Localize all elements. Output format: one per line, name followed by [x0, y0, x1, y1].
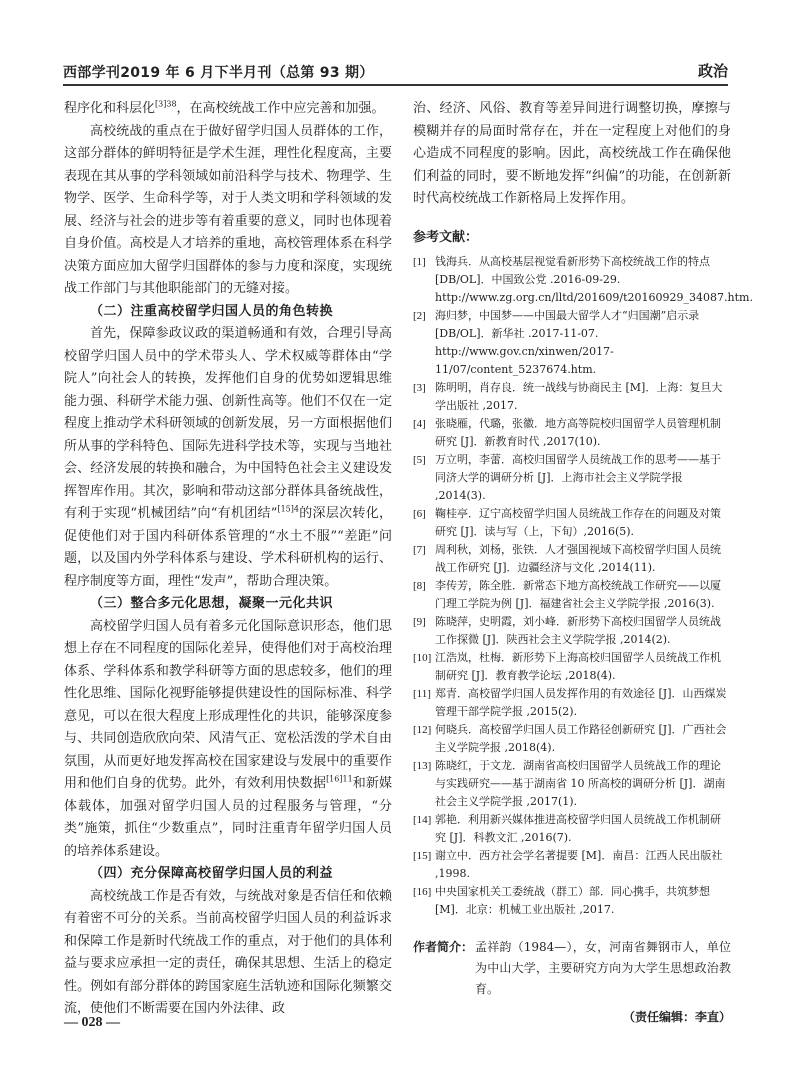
reference-text: 郭艳．利用新兴媒体推进高校留学归国人员统战工作机制研究 [J]．科教文汇 ,2016(7). [435, 813, 721, 844]
paragraph: 首先，保障参政议政的渠道畅通和有效，合理引导高校留学归国人员中的学术带头人、学术权威等群体由“学院人”向社会人的转换，发挥他们自身的优势如逻辑思维能力强、科研学术能力强、创新性高等。他们不仅在一定程度上推动学术科研领域的创新发展，另一方面根据他们所从事的学科特色、国际先进科学技术等，实现与当地社会、经济发展的转换和融合，为中国特色社会主义建设发挥智库作用。其次，影响和带动这部分群体具备统战性，有利于实现“机械团结”向“有机团结”$^{[15]4}$的深层次转化，促使他们对于国内科研体系管理的“水土不服”“差距”问题，以及国内外学科体系与建设、学术科研机构的运行、程序制度等方面，理性“发声”，帮助合理决策。 [64, 326, 392, 589]
reference-text: 张晓雁，代璐，张徽．地方高等院校归国留学人员管理机制研究 [J]．新教育时代 ,2017(10). [435, 417, 721, 448]
section-heading: （二）注重高校留学归国人员的角色转换 [90, 303, 334, 319]
reference-text: 钱海兵．从高校基层视觉看新形势下高校统战工作的特点 [DB/OL]．中国致公党 .2016-09-29. http://www.zg.org.cn/lltd/201609/t20160929_34087.htm. [435, 255, 753, 304]
reference-number: [4] [413, 418, 426, 430]
citation: [16]11 [326, 774, 353, 784]
journal-title: 西部学刊2019 年 6 月下半月刊（总第 93 期） [63, 65, 374, 81]
reference-number: [5] [413, 454, 426, 466]
reference-item [413, 415, 731, 451]
reference-item [413, 883, 731, 919]
reference-number: [2] [413, 310, 426, 322]
reference-number: [3] [413, 382, 426, 394]
reference-text: 周利秋，刘杨，张铁．人才强国视域下高校留学归国人员统战工作研究 [J]．边疆经济与文化 ,2014(11). [435, 543, 721, 574]
reference-text: 陈晓萍，史明霞，刘小峰．新形势下高校归国留学人员统战工作探微 [J]．陕西社会主义学院学报 ,2014(2). [435, 615, 721, 646]
right-column [413, 98, 753, 1029]
reference-number: [10] [413, 652, 432, 664]
reference-text: 郑青．高校留学归国人员发挥作用的有效途径 [J]．山西煤炭管理干部学院学报 ,2015(2). [435, 687, 727, 718]
reference-item [413, 847, 731, 883]
paragraph: 高校统战工作是否有效，与统战对象是否信任和依赖有着密不可分的关系。当前高校留学归国人员的利益诉求和保障工作是新时代统战工作的重点，对于他们的具体利益与要求应承担一定的责任，确保其思想、生活上的稳定性。例如有部分群体的跨国家庭生活轨迹和国际化频繁交流，使他们不断需要在国内外法律、政 [64, 888, 392, 1016]
reference-text: 鞠桂亭．辽宁高校留学归国人员统战工作存在的问题及对策研究 [J]．读与写（上，下旬）,2016(5). [435, 507, 721, 538]
reference-item [413, 541, 731, 577]
reference-number: [15] [413, 850, 432, 862]
references-title: 参考文献： [413, 229, 479, 245]
reference-item [413, 811, 731, 847]
author-bio [413, 937, 731, 1000]
references-list [413, 253, 753, 919]
reference-text: 万立明，李蕾．高校归国留学人员统战工作的思考——基于同济大学的调研分析 [J]．上海市社会主义学院学报 ,2014(3). [435, 453, 721, 502]
reference-item [413, 451, 731, 505]
page-number: — 028 — [64, 1015, 120, 1030]
reference-item [413, 757, 731, 811]
author-text: 孟祥韵（1984—），女，河南省舞钢市人，单位为中山大学，主要研究方向为大学生思想政治教育。 [475, 940, 731, 996]
paragraph: 治、经济、风俗、教育等差异间进行调整切换，摩擦与模糊并存的局面时常存在，并在一定程度上对他们的身心造成不同程度的影响。因此，高校统战工作在确保他们利益的同时，要不断地发挥“纠偏”的功能，在创新新时代高校统战工作新格局上发挥作用。 [413, 101, 731, 206]
paragraph: 高校统战的重点在于做好留学归国人员群体的工作，这部分群体的鲜明特征是学术生涯，理性化程度高，主要表现在其从事的学科领域如前沿科学与技术、物理学、生物学、医学、生命科学等，对于人类文明和学科领域的发展、经济与社会的进步等有着重要的意义，同时也体现着自身价值。高校是人才培养的重地，高校管理体系在科学决策方面应加大留学归国群体的参与力度和深度，实现统战工作部门与其他职能部门的无缝对接。 [64, 123, 392, 296]
reference-item [413, 613, 731, 649]
author-label: 作者简介： [413, 940, 474, 954]
reference-item [413, 505, 731, 541]
running-header [63, 58, 728, 86]
reference-text: 中央国家机关工委统战（群工）部．同心携手，共筑梦想 [M]．北京：机械工业出版社 ,2017. [435, 885, 710, 916]
reference-item [413, 577, 731, 613]
section-heading: （三）整合多元化思想，凝聚一元化共识 [90, 596, 334, 611]
reference-number: [8] [413, 580, 426, 592]
citation: [3]38 [155, 99, 177, 109]
editor-credit: （责任编辑：李直） [622, 1010, 731, 1024]
reference-text: 陈明明，肖存良．统一战线与协商民主 [M]．上海：复旦大学出版社 ,2017. [435, 381, 723, 412]
reference-number: [14] [413, 814, 432, 826]
reference-number: [11] [413, 688, 431, 700]
reference-text: 何晓兵．高校留学归国人员工作路径创新研究 [J]．广西社会主义学院学报 ,2018(4). [435, 723, 727, 754]
header-rule [63, 84, 728, 86]
reference-item [413, 253, 753, 307]
reference-item [413, 721, 731, 757]
reference-number: [13] [413, 760, 432, 772]
reference-text: 陈晓红，于文龙．湖南省高校归国留学人员统战工作的理论与实践研究——基于湖南省 10 所高校的调研分析 [J]．湖南社会主义学院学报 ,2017(1). [435, 759, 726, 808]
reference-item [413, 379, 731, 415]
reference-text: 海归梦，中国梦——中国最大留学人才“归国潮”启示录 [DB/OL]．新华社 .2017-11-07. http://www.gov.cn/xinwen/2017-11/07/content_5237674.htm. [435, 309, 700, 376]
reference-number: [12] [413, 724, 432, 736]
reference-number: [6] [413, 508, 426, 520]
reference-number: [9] [413, 616, 426, 628]
reference-text: 谢立中．西方社会学名著提要 [M]．南昌：江西人民出版社 ,1998. [435, 849, 723, 880]
reference-number: [16] [413, 886, 432, 898]
section-heading: （四）充分保障高校留学归国人员的利益 [90, 866, 334, 881]
reference-number: [1] [413, 256, 426, 268]
paragraph: 高校留学归国人员有着多元化国际意识形态，他们思想上存在不同程度的国际化差异，使得他们对于高校治理体系、学科体系和教学科研等方面的思虑较多，他们的理性化思维、国际化视野能够提供建设性的国际标准、科学意见，可以在很大程度上形成理性化的共识，能够深度参与、共同创造欣欣向荣、风清气正、宽松活泼的学术自由氛围，从而更好地发挥高校在国家建设与发展中的重要作用和他们自身的优势。此外，有效利用快数据$^{[16]11}$和新媒体载体，加强对留学归国人员的过程服务与管理，“分类”施策，抓住“少数重点”，同时注重青年留学归国人员的培养体系建设。 [64, 618, 392, 859]
left-column [64, 98, 392, 1021]
reference-number: [7] [413, 544, 426, 556]
reference-text: 李传芳，陈全胜．新常态下地方高校统战工作研究——以厦门理工学院为例 [J]．福建省社会主义学院学报 ,2016(3). [435, 579, 721, 610]
citation: [15]4 [277, 504, 299, 514]
reference-item [413, 685, 731, 721]
reference-item [413, 307, 731, 379]
reference-text: 江浩岚，杜梅．新形势下上海高校归国留学人员统战工作机制研究 [J]．教育教学论坛 ,2018(4). [435, 651, 721, 682]
reference-item [413, 649, 731, 685]
paragraph: 程序化和科层化$^{[3]38}$，在高校统战工作中应完善和加强。 [64, 99, 385, 116]
section-label: 政治 [697, 62, 728, 80]
